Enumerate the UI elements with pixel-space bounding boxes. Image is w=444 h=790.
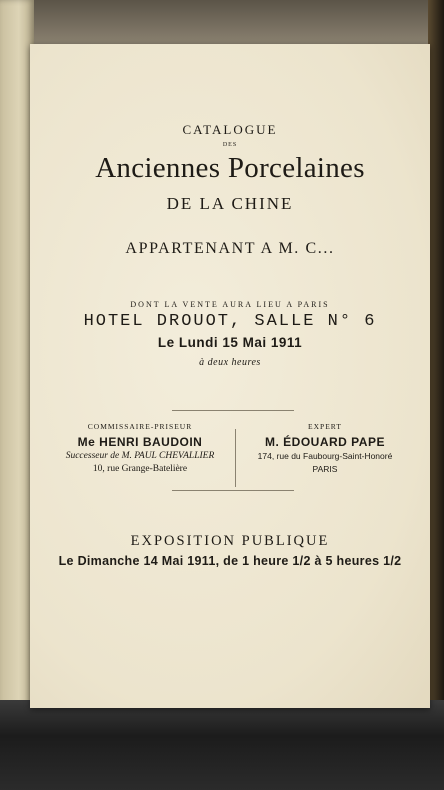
catalogue-page (30, 44, 430, 708)
sale-venue: HOTEL DROUOT, SALLE N° 6 (83, 312, 377, 331)
commissaire-successor: Successeur de M. PAUL CHEVALLIER (65, 451, 215, 461)
expert-address: 174, rue du Faubourg-Saint-Honoré (257, 451, 393, 461)
des-label: DES (222, 142, 238, 148)
commissaire-role: COMMISSAIRE-PRISEUR (87, 422, 193, 431)
column-divider (235, 429, 236, 487)
cover-edge (428, 0, 444, 700)
exposition-title: EXPOSITION PUBLIQUE (130, 533, 330, 549)
catalogue-label: CATALOGUE (182, 122, 278, 137)
exposition-date: Le Dimanche 14 Mai 1911, de 1 heure 1/2 à 5 heures 1/2 (58, 554, 402, 568)
commissaire-name: Me HENRI BAUDOIN (77, 435, 203, 449)
main-title: Anciennes Porcelaines (95, 152, 365, 184)
expert-name: M. ÉDOUARD PAPE (265, 435, 385, 449)
previous-page-edge (0, 0, 34, 712)
commissaire-address: 10, rue Grange-Batelière (92, 464, 188, 474)
sale-date: Le Lundi 15 Mai 1911 (157, 335, 303, 350)
divider-top (172, 410, 294, 411)
subtitle: DE LA CHINE (166, 194, 294, 213)
background-top (0, 0, 444, 44)
expert-city: PARIS (312, 464, 338, 474)
owner-line: APPARTENANT A M. C... (125, 240, 335, 257)
sale-intro: DONT LA VENTE AURA LIEU A PARIS (130, 300, 330, 309)
divider-bottom (172, 490, 294, 491)
commissaire-block (50, 422, 230, 477)
expert-role: EXPERT (308, 422, 342, 431)
table-surface (0, 700, 444, 790)
expert-block (240, 422, 410, 477)
sale-hour: à deux heures (199, 357, 261, 368)
